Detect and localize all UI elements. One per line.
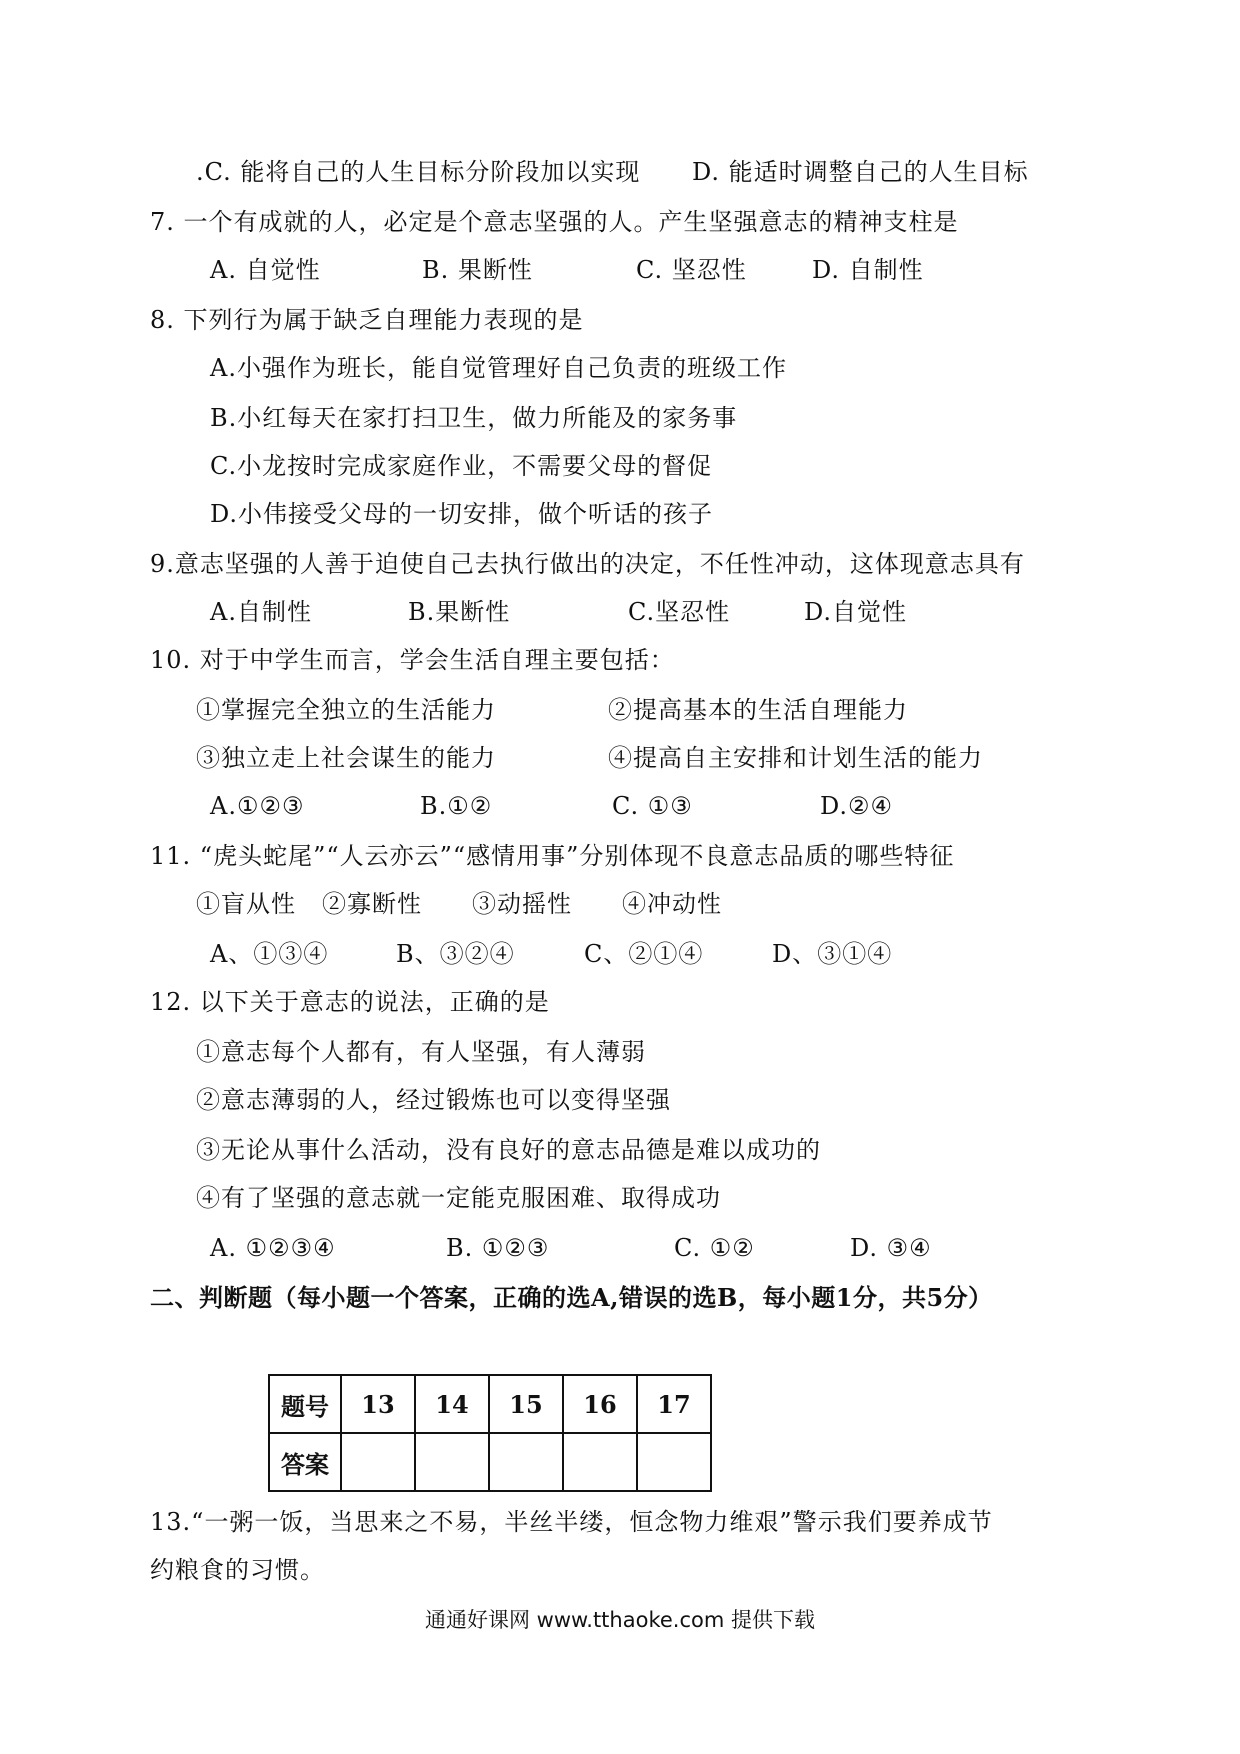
q11-item-4: ④冲动性: [622, 890, 722, 918]
q9-stem: 9.意志坚强的人善于迫使自己去执行做出的决定，不任性冲动，这体现意志具有: [150, 550, 1025, 578]
q7-option-b: B. 果断性: [422, 256, 533, 284]
q12-option-b: B. ①②③: [446, 1234, 550, 1262]
q12-option-a: A. ①②③④: [210, 1234, 336, 1262]
q7-stem: 7. 一个有成就的人，必定是个意志坚强的人。产生坚强意志的精神支柱是: [150, 208, 959, 236]
q9-option-d: D.自觉性: [804, 598, 908, 626]
q10-option-b: B.①②: [420, 792, 493, 820]
answer-blank-cell[interactable]: [341, 1433, 415, 1491]
q12-option-d: D. ③④: [850, 1234, 932, 1262]
answer-blank-cell[interactable]: [415, 1433, 489, 1491]
answer-table-number-cell: 16: [563, 1375, 637, 1433]
answer-blank-cell[interactable]: [489, 1433, 563, 1491]
answer-table-number-row: [269, 1375, 711, 1433]
q9-option-c: C.坚忍性: [628, 598, 731, 626]
q12-item-1: ①意志每个人都有，有人坚强，有人薄弱: [196, 1038, 646, 1066]
q7-option-c: C. 坚忍性: [636, 256, 747, 284]
answer-table-number-cell: 15: [489, 1375, 563, 1433]
q10-option-c: C. ①③: [612, 792, 693, 820]
q8-stem: 8. 下列行为属于缺乏自理能力表现的是: [150, 306, 584, 334]
q11-option-a: A、①③④: [210, 940, 329, 968]
q11-item-3: ③动摇性: [472, 890, 572, 918]
q12-item-4: ④有了坚强的意志就一定能克服困难、取得成功: [196, 1184, 721, 1212]
page-footer: 通通好课网 www.tthaoke.com 提供下载: [425, 1608, 815, 1632]
answer-table-number-cell: 17: [637, 1375, 711, 1433]
answer-table: [268, 1374, 712, 1492]
q10-item-1: ①掌握完全独立的生活能力: [196, 696, 496, 724]
q11-item-2: ②寡断性: [322, 890, 422, 918]
answer-blank-cell[interactable]: [637, 1433, 711, 1491]
q10-option-a: A.①②③: [210, 792, 305, 820]
q9-option-a: A.自制性: [210, 598, 312, 626]
q12-stem: 12. 以下关于意志的说法，正确的是: [150, 988, 550, 1016]
answer-table-answer-row: [269, 1433, 711, 1491]
q11-option-b: B、③②④: [396, 940, 515, 968]
q11-option-d: D、③①④: [772, 940, 893, 968]
q10-item-2: ②提高基本的生活自理能力: [608, 696, 908, 724]
q10-item-3: ③独立走上社会谋生的能力: [196, 744, 496, 772]
answer-table-number-cell: 14: [415, 1375, 489, 1433]
answer-table-number-header: 题号: [269, 1375, 341, 1433]
q12-option-c: C. ①②: [674, 1234, 755, 1262]
q11-option-c: C、②①④: [584, 940, 704, 968]
q10-stem: 10. 对于中学生而言，学会生活自理主要包括：: [150, 646, 675, 674]
section-2-heading: 二、判断题（每小题一个答案，正确的选A,错误的选B，每小题1分，共5分）: [150, 1283, 993, 1312]
q11-stem: 11. “虎头蛇尾”“人云亦云”“感情用事”分别体现不良意志品质的哪些特征: [150, 842, 955, 870]
q6-option-d: D. 能适时调整自己的人生目标: [692, 158, 1029, 186]
answer-blank-cell[interactable]: [563, 1433, 637, 1491]
q9-option-b: B.果断性: [408, 598, 511, 626]
q11-item-1: ①盲从性: [196, 890, 296, 918]
q10-option-d: D.②④: [820, 792, 894, 820]
answer-table-answer-header: 答案: [269, 1433, 341, 1491]
q10-item-4: ④提高自主安排和计划生活的能力: [608, 744, 983, 772]
q8-option-a: A.小强作为班长，能自觉管理好自己负责的班级工作: [210, 354, 787, 382]
q8-option-c: C.小龙按时完成家庭作业，不需要父母的督促: [210, 452, 713, 480]
q13-line-2: 约粮食的习惯。: [150, 1556, 325, 1584]
q12-item-3: ③无论从事什么活动，没有良好的意志品德是难以成功的: [196, 1136, 821, 1164]
q8-option-d: D.小伟接受父母的一切安排，做个听话的孩子: [210, 500, 714, 528]
q12-item-2: ②意志薄弱的人，经过锻炼也可以变得坚强: [196, 1086, 671, 1114]
q7-option-a: A. 自觉性: [210, 256, 321, 284]
q8-option-b: B.小红每天在家打扫卫生，做力所能及的家务事: [210, 404, 738, 432]
q7-option-d: D. 自制性: [812, 256, 924, 284]
answer-table-number-cell: 13: [341, 1375, 415, 1433]
q13-line-1: 13.“一粥一饭，当思来之不易，半丝半缕，恒念物力维艰”警示我们要养成节: [150, 1508, 993, 1536]
q6-option-c: .C. 能将自己的人生目标分阶段加以实现: [196, 158, 641, 186]
